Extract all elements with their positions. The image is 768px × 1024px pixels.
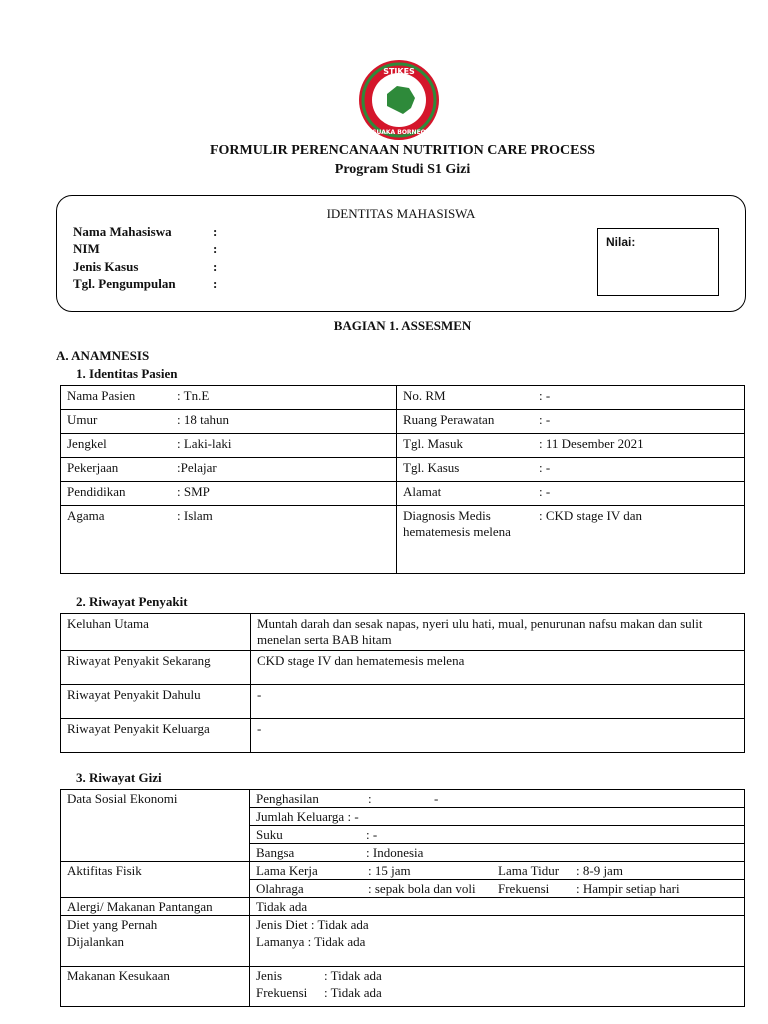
disease-history-table [60, 613, 745, 753]
disease-history-heading: 2. Riwayat Penyakit [76, 594, 188, 609]
table-row: Makanan Kesukaan Jenis : Tidak ada Frekuensi : Tidak ada [61, 967, 745, 1007]
student-name-row: Nama Mahasiswa : [73, 224, 218, 239]
student-identity-box [56, 195, 746, 312]
patient-identity-table [60, 385, 745, 574]
form-title: FORMULIR PERENCANAAN NUTRITION CARE PROCESS [209, 143, 596, 158]
nutrition-history-heading: 3. Riwayat Gizi [76, 770, 162, 785]
section-heading: BAGIAN 1. ASSESMEN [333, 318, 472, 333]
patient-identity-heading: 1. Identitas Pasien [76, 366, 178, 381]
table-row: Umur : 18 tahun Ruang Perawatan : - [61, 410, 745, 434]
submission-date-row: Tgl. Pengumpulan : [73, 276, 218, 291]
table-row: Jumlah Keluarga : - [61, 808, 745, 826]
table-row: Bangsa : Indonesia [61, 844, 745, 862]
table-row: Riwayat Penyakit Keluarga - [61, 719, 745, 753]
table-row: Nama Pasien : Tn.E No. RM : - [61, 386, 745, 410]
table-row: Riwayat Penyakit Dahulu - [61, 685, 745, 719]
case-type-row: Jenis Kasus : [73, 259, 218, 274]
table-row: Riwayat Penyakit Sekarang CKD stage IV dan hematemesis melena [61, 651, 745, 685]
institution-logo [357, 58, 441, 142]
table-row: Pendidikan : SMP Alamat : - [61, 482, 745, 506]
table-row: Suku : - [61, 826, 745, 844]
table-row: Jengkel : Laki-laki Tgl. Masuk : 11 Desember 2021 [61, 434, 745, 458]
nutrition-history-table [60, 789, 745, 1007]
nim-row: NIM : [73, 241, 218, 256]
table-row: Agama : Islam Diagnosis Medis : CKD stage IV dan hematemesis melena [61, 506, 745, 574]
form-subtitle: Program Studi S1 Gizi [334, 162, 471, 177]
table-row: Olahraga : sepak bola dan voli Frekuensi : Hampir setiap hari [61, 880, 745, 898]
table-row: Data Sosial Ekonomi Penghasilan : - [61, 790, 745, 808]
grade-box: Nilai: [597, 228, 719, 296]
anamnesis-heading: A. ANAMNESIS [56, 348, 150, 363]
table-row: Keluhan Utama Muntah darah dan sesak napas, nyeri ulu hati, mual, penurunan nafsu makan dan sulit menelan serta BAB hitam [61, 614, 745, 651]
table-row: Aktifitas Fisik Lama Kerja : 15 jam Lama Tidur : 8-9 jam [61, 862, 745, 880]
table-row: Diet yang Pernah Dijalankan Jenis Diet : Tidak ada Lamanya : Tidak ada [61, 916, 745, 967]
table-row: Alergi/ Makanan Pantangan Tidak ada [61, 898, 745, 916]
identity-heading: IDENTITAS MAHASISWA [326, 206, 476, 221]
svg-text:STIKES: STIKES [383, 67, 415, 76]
table-row: Pekerjaan :Pelajar Tgl. Kasus : - [61, 458, 745, 482]
svg-text:SUAKA BORNEO: SUAKA BORNEO [372, 129, 426, 136]
